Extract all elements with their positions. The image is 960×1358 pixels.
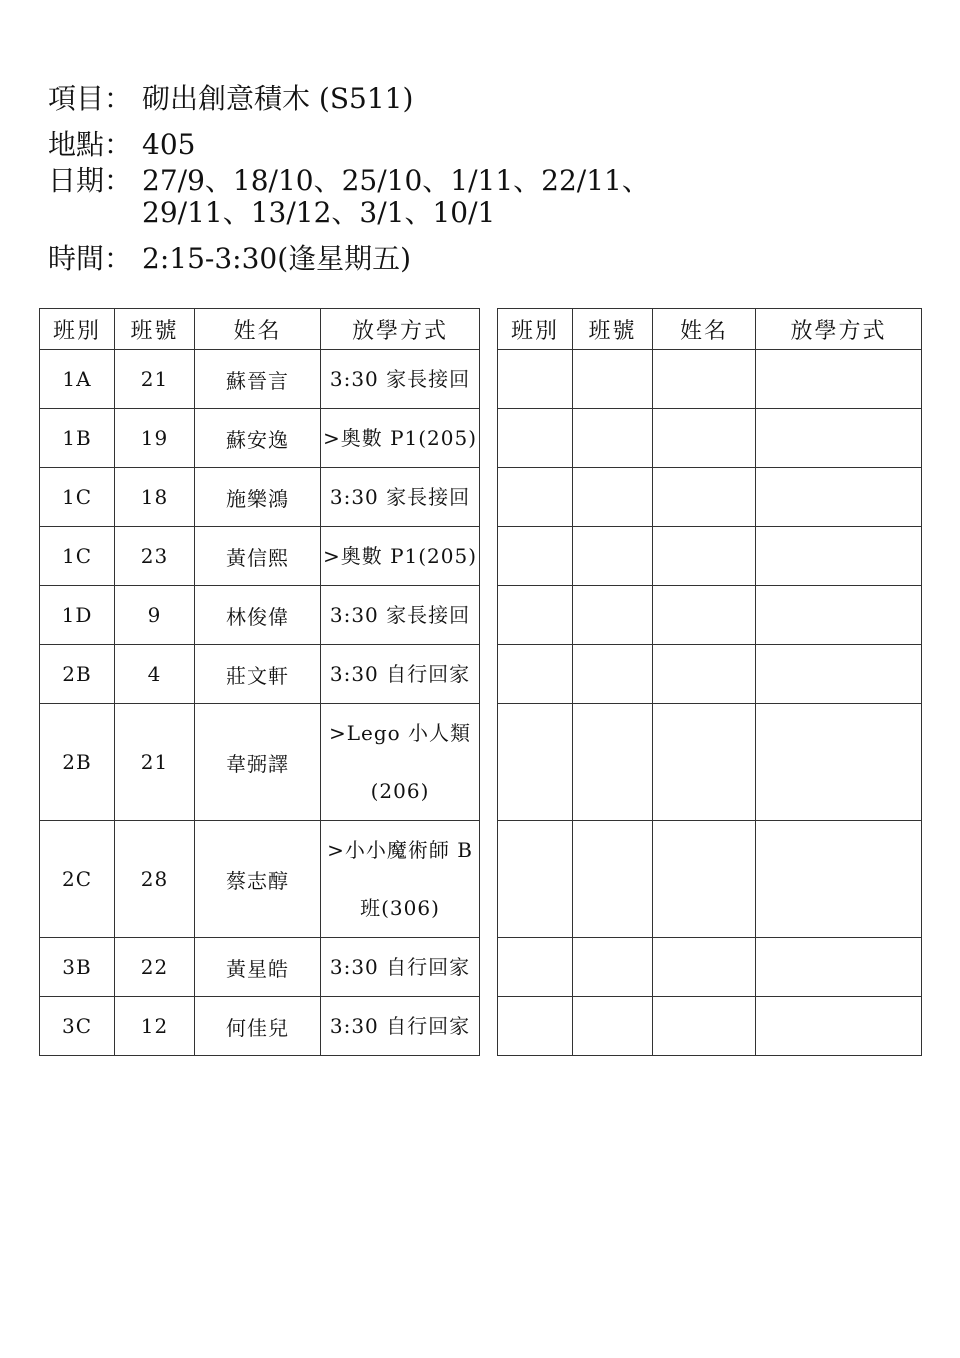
empty-cell bbox=[653, 350, 756, 409]
cell-number: 22 bbox=[115, 938, 195, 997]
cell-class: 1C bbox=[40, 527, 115, 586]
empty-row bbox=[498, 586, 922, 645]
method-text: >小小魔術師 B bbox=[327, 838, 473, 862]
cell-method bbox=[321, 938, 480, 997]
cell-name: 蘇晉言 bbox=[195, 350, 321, 409]
header-class: 班別 bbox=[40, 309, 115, 350]
cell-number: 9 bbox=[115, 586, 195, 645]
table-row bbox=[40, 645, 480, 704]
empty-cell bbox=[756, 997, 922, 1056]
empty-cell bbox=[573, 409, 653, 468]
empty-cell bbox=[573, 527, 653, 586]
empty-cell bbox=[756, 645, 922, 704]
empty-cell bbox=[756, 350, 922, 409]
empty-cell bbox=[653, 645, 756, 704]
table-header-row bbox=[40, 309, 480, 350]
method-text: 3:30 家長接回 bbox=[329, 367, 471, 391]
time-value: 2:15-3:30(逢星期五) bbox=[142, 242, 412, 275]
empty-row bbox=[498, 821, 922, 938]
empty-cell bbox=[573, 350, 653, 409]
date-line1: 27/9、18/10、25/10、1/11、22/11、 bbox=[142, 164, 650, 197]
cell-method bbox=[321, 997, 480, 1056]
empty-cell bbox=[498, 409, 573, 468]
cell-method bbox=[321, 527, 480, 586]
empty-cell bbox=[573, 468, 653, 527]
empty-cell bbox=[756, 409, 922, 468]
table-row bbox=[40, 409, 480, 468]
empty-cell bbox=[498, 938, 573, 997]
table-row bbox=[40, 938, 480, 997]
method-text: >Lego 小人類 bbox=[328, 721, 472, 745]
item-label: 項目： bbox=[48, 82, 133, 115]
cell-class: 3C bbox=[40, 997, 115, 1056]
empty-cell bbox=[498, 468, 573, 527]
empty-cell bbox=[653, 586, 756, 645]
empty-cell bbox=[573, 821, 653, 938]
empty-row bbox=[498, 350, 922, 409]
student-table bbox=[39, 308, 480, 1056]
table-row bbox=[40, 350, 480, 409]
table-header-row bbox=[498, 309, 922, 350]
empty-cell bbox=[653, 527, 756, 586]
cell-name: 林俊偉 bbox=[195, 586, 321, 645]
header-number: 班號 bbox=[115, 309, 195, 350]
empty-row bbox=[498, 704, 922, 821]
empty-cell bbox=[756, 527, 922, 586]
empty-row bbox=[498, 645, 922, 704]
method-text: >奧數 P1(205) bbox=[322, 426, 478, 450]
cell-method bbox=[321, 350, 480, 409]
cell-name: 蘇安逸 bbox=[195, 409, 321, 468]
empty-cell bbox=[756, 938, 922, 997]
method-text: 3:30 自行回家 bbox=[329, 662, 471, 686]
method-text: 3:30 自行回家 bbox=[329, 955, 471, 979]
empty-cell bbox=[756, 821, 922, 938]
empty-cell bbox=[573, 586, 653, 645]
header-method: 放學方式 bbox=[321, 309, 480, 350]
cell-method bbox=[321, 586, 480, 645]
empty-cell bbox=[653, 997, 756, 1056]
method-text: 3:30 自行回家 bbox=[329, 1014, 471, 1038]
method-text: >奧數 P1(205) bbox=[322, 544, 478, 568]
cell-name: 蔡志醇 bbox=[195, 821, 321, 938]
empty-cell bbox=[653, 468, 756, 527]
empty-cell bbox=[756, 586, 922, 645]
empty-student-table bbox=[497, 308, 922, 1056]
header-item bbox=[48, 82, 413, 116]
header-number: 班號 bbox=[573, 309, 653, 350]
empty-cell bbox=[498, 821, 573, 938]
method-text: 3:30 家長接回 bbox=[329, 485, 471, 509]
method-text: 班(306) bbox=[360, 896, 440, 920]
empty-cell bbox=[653, 409, 756, 468]
empty-row bbox=[498, 997, 922, 1056]
cell-number: 12 bbox=[115, 997, 195, 1056]
cell-number: 18 bbox=[115, 468, 195, 527]
cell-name: 黃星皓 bbox=[195, 938, 321, 997]
cell-name: 黃信熙 bbox=[195, 527, 321, 586]
cell-number: 28 bbox=[115, 821, 195, 938]
header-location bbox=[48, 128, 195, 162]
location-value: 405 bbox=[142, 128, 196, 161]
empty-row bbox=[498, 468, 922, 527]
cell-class: 1D bbox=[40, 586, 115, 645]
table-row bbox=[40, 468, 480, 527]
date-label: 日期： bbox=[48, 164, 133, 197]
empty-cell bbox=[573, 645, 653, 704]
empty-cell bbox=[498, 645, 573, 704]
table-row bbox=[40, 586, 480, 645]
cell-number: 19 bbox=[115, 409, 195, 468]
header-time bbox=[48, 242, 411, 276]
empty-cell bbox=[498, 350, 573, 409]
empty-cell bbox=[573, 997, 653, 1056]
method-text: 3:30 家長接回 bbox=[329, 603, 471, 627]
empty-row bbox=[498, 409, 922, 468]
empty-cell bbox=[653, 821, 756, 938]
empty-cell bbox=[573, 704, 653, 821]
cell-class: 2B bbox=[40, 645, 115, 704]
date-line2: 29/11、13/12、3/1、10/1 bbox=[142, 196, 496, 229]
empty-cell bbox=[498, 527, 573, 586]
cell-number: 23 bbox=[115, 527, 195, 586]
empty-cell bbox=[653, 704, 756, 821]
empty-row bbox=[498, 527, 922, 586]
cell-class: 3B bbox=[40, 938, 115, 997]
table-row bbox=[40, 704, 480, 821]
cell-name: 韋弼譯 bbox=[195, 704, 321, 821]
cell-method bbox=[321, 645, 480, 704]
empty-cell bbox=[756, 704, 922, 821]
cell-number: 21 bbox=[115, 350, 195, 409]
empty-cell bbox=[498, 586, 573, 645]
cell-name: 莊文軒 bbox=[195, 645, 321, 704]
cell-name: 施樂鴻 bbox=[195, 468, 321, 527]
header-class: 班別 bbox=[498, 309, 573, 350]
cell-number: 4 bbox=[115, 645, 195, 704]
cell-method bbox=[321, 409, 480, 468]
cell-method bbox=[321, 468, 480, 527]
empty-cell bbox=[573, 938, 653, 997]
method-text: (206) bbox=[370, 779, 430, 803]
header-date bbox=[48, 164, 650, 198]
time-label: 時間： bbox=[48, 242, 133, 275]
header-method: 放學方式 bbox=[756, 309, 922, 350]
table-row bbox=[40, 997, 480, 1056]
cell-name: 何佳兒 bbox=[195, 997, 321, 1056]
cell-method bbox=[321, 821, 480, 938]
header-name: 姓名 bbox=[653, 309, 756, 350]
cell-number: 21 bbox=[115, 704, 195, 821]
header-name: 姓名 bbox=[195, 309, 321, 350]
cell-class: 1B bbox=[40, 409, 115, 468]
cell-class: 2C bbox=[40, 821, 115, 938]
empty-cell bbox=[498, 704, 573, 821]
empty-row bbox=[498, 938, 922, 997]
item-value: 砌出創意積木 (S511) bbox=[142, 82, 414, 115]
empty-cell bbox=[756, 468, 922, 527]
cell-class: 1A bbox=[40, 350, 115, 409]
cell-class: 2B bbox=[40, 704, 115, 821]
table-row bbox=[40, 821, 480, 938]
cell-class: 1C bbox=[40, 468, 115, 527]
empty-cell bbox=[498, 997, 573, 1056]
cell-method bbox=[321, 704, 480, 821]
location-label: 地點： bbox=[48, 128, 133, 161]
table-row bbox=[40, 527, 480, 586]
empty-cell bbox=[653, 938, 756, 997]
